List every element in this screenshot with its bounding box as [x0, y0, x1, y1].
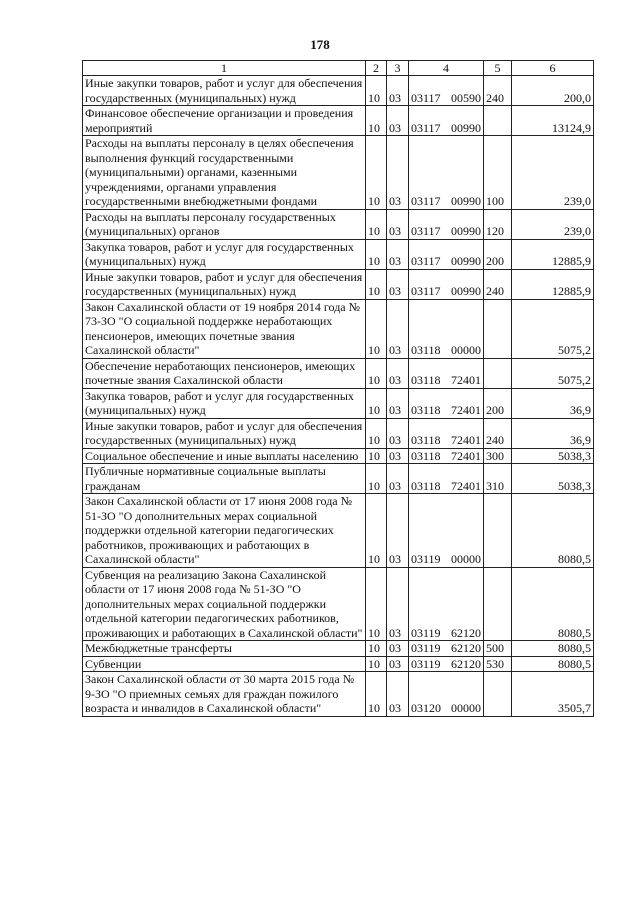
program-code: 03118 — [411, 343, 441, 357]
amount-cell: 8080,5 — [512, 567, 594, 641]
target-article-cell — [409, 299, 484, 358]
table-row — [83, 656, 594, 672]
row-name-cell: Субвенция на реализацию Закона Сахалинской области от 17 июня 2008 года № 51-ЗО "О дополнительных мерах социальной поддержки отдельной категории педагогических работников, проживающих и работающих в Сахалинской области" — [83, 567, 366, 641]
amount-cell: 8080,5 — [512, 656, 594, 672]
section-cell: 10 — [366, 448, 387, 464]
section-cell: 10 — [366, 656, 387, 672]
expense-type-cell: 240 — [484, 76, 512, 106]
subsection-cell: 03 — [387, 494, 409, 568]
expense-type-cell: 100 — [484, 136, 512, 210]
direction-code: 00000 — [451, 701, 481, 715]
program-code: 03120 — [411, 701, 441, 715]
table-row — [83, 136, 594, 210]
direction-code: 72401 — [451, 433, 481, 447]
row-name-cell: Закон Сахалинской области от 19 ноября 2014 года № 73-ЗО "О социальной поддержке неработающих пенсионеров, имеющих почетные звания Сахалинской области" — [83, 299, 366, 358]
direction-code: 62120 — [451, 656, 481, 671]
expense-type-cell: 120 — [484, 209, 512, 239]
section-cell: 10 — [366, 672, 387, 717]
section-cell: 10 — [366, 641, 387, 657]
row-name-cell: Иные закупки товаров, работ и услуг для обеспечения государственных (муниципальных) нужд — [83, 269, 366, 299]
row-name-cell: Субвенции — [83, 656, 366, 672]
table-row — [83, 494, 594, 568]
table-row — [83, 448, 594, 464]
row-name-cell: Иные закупки товаров, работ и услуг для обеспечения государственных (муниципальных) нужд — [83, 418, 366, 448]
program-code: 03117 — [411, 120, 441, 135]
program-code: 03117 — [411, 254, 441, 268]
target-article-cell — [409, 209, 484, 239]
program-code: 03118 — [411, 433, 441, 447]
program-code: 03119 — [411, 625, 441, 640]
subsection-cell: 03 — [387, 656, 409, 672]
subsection-cell: 03 — [387, 567, 409, 641]
section-cell: 10 — [366, 418, 387, 448]
table-row — [83, 76, 594, 106]
section-cell: 10 — [366, 239, 387, 269]
row-name-cell: Социальное обеспечение и иные выплаты населению — [83, 448, 366, 464]
program-code: 03119 — [411, 656, 441, 671]
row-name-cell: Расходы на выплаты персоналу в целях обеспечения выполнения функций государственными (муниципальными) органами, казенными учреждениями, органами управления государственными внебюджетными фондами — [83, 136, 366, 210]
section-cell: 10 — [366, 106, 387, 136]
table-row — [83, 641, 594, 657]
amount-cell: 12885,9 — [512, 269, 594, 299]
expense-type-cell: 310 — [484, 464, 512, 494]
amount-cell: 36,9 — [512, 418, 594, 448]
direction-code: 72401 — [451, 403, 481, 417]
target-article-cell — [409, 567, 484, 641]
header-col-4: 4 — [409, 61, 484, 76]
expense-type-cell — [484, 299, 512, 358]
expense-type-cell: 240 — [484, 418, 512, 448]
target-article-cell — [409, 641, 484, 657]
program-code: 03118 — [411, 403, 441, 417]
table-body — [83, 76, 594, 717]
table-row — [83, 464, 594, 494]
subsection-cell: 03 — [387, 299, 409, 358]
amount-cell: 200,0 — [512, 76, 594, 106]
amount-cell: 36,9 — [512, 388, 594, 418]
direction-code: 62120 — [451, 625, 481, 640]
expense-type-cell — [484, 567, 512, 641]
expense-type-cell — [484, 358, 512, 388]
section-cell: 10 — [366, 209, 387, 239]
section-cell: 10 — [366, 388, 387, 418]
table-row — [83, 567, 594, 641]
direction-code: 00000 — [451, 552, 481, 566]
program-code: 03118 — [411, 478, 441, 493]
section-cell: 10 — [366, 567, 387, 641]
target-article-cell — [409, 656, 484, 672]
subsection-cell: 03 — [387, 76, 409, 106]
direction-code: 00000 — [451, 343, 481, 357]
subsection-cell: 03 — [387, 106, 409, 136]
section-cell: 10 — [366, 494, 387, 568]
amount-cell: 12885,9 — [512, 239, 594, 269]
amount-cell: 5075,2 — [512, 358, 594, 388]
row-name-cell: Финансовое обеспечение организации и проведения мероприятий — [83, 106, 366, 136]
target-article-cell — [409, 464, 484, 494]
table-row — [83, 358, 594, 388]
subsection-cell: 03 — [387, 464, 409, 494]
target-article-cell — [409, 269, 484, 299]
section-cell: 10 — [366, 358, 387, 388]
program-code: 03117 — [411, 224, 441, 238]
amount-cell: 5075,2 — [512, 299, 594, 358]
row-name-cell: Закон Сахалинской области от 17 июня 2008 года № 51-ЗО "О дополнительных мерах социальной поддержки отдельной категории педагогических работников, проживающих и работающих в Сахалинской области" — [83, 494, 366, 568]
subsection-cell: 03 — [387, 418, 409, 448]
amount-cell: 3505,7 — [512, 672, 594, 717]
budget-table — [82, 60, 594, 717]
target-article-cell — [409, 106, 484, 136]
target-article-cell — [409, 448, 484, 464]
expense-type-cell: 240 — [484, 269, 512, 299]
program-code: 03117 — [411, 284, 441, 298]
program-code: 03117 — [411, 194, 441, 208]
amount-cell: 5038,3 — [512, 448, 594, 464]
table-row — [83, 239, 594, 269]
target-article-cell — [409, 358, 484, 388]
direction-code: 00990 — [451, 120, 481, 135]
row-name-cell: Межбюджетные трансферты — [83, 641, 366, 657]
direction-code: 00990 — [451, 284, 481, 298]
target-article-cell — [409, 494, 484, 568]
subsection-cell: 03 — [387, 269, 409, 299]
subsection-cell: 03 — [387, 239, 409, 269]
direction-code: 00990 — [451, 194, 481, 208]
section-cell: 10 — [366, 464, 387, 494]
table-row — [83, 209, 594, 239]
row-name-cell: Публичные нормативные социальные выплаты гражданам — [83, 464, 366, 494]
direction-code: 00990 — [451, 254, 481, 268]
page-number: 178 — [310, 37, 330, 52]
program-code: 03118 — [411, 373, 441, 387]
header-row — [83, 61, 594, 76]
header-col-3: 3 — [387, 61, 409, 76]
table-row — [83, 106, 594, 136]
expense-type-cell — [484, 106, 512, 136]
row-name-cell: Расходы на выплаты персоналу государственных (муниципальных) органов — [83, 209, 366, 239]
direction-code: 72401 — [451, 373, 481, 387]
header-col-5: 5 — [484, 61, 512, 76]
direction-code: 62120 — [451, 641, 481, 655]
expense-type-cell — [484, 672, 512, 717]
direction-code: 72401 — [451, 478, 481, 493]
program-code: 03119 — [411, 552, 441, 566]
program-code: 03118 — [411, 448, 441, 463]
subsection-cell: 03 — [387, 136, 409, 210]
amount-cell: 8080,5 — [512, 494, 594, 568]
subsection-cell: 03 — [387, 388, 409, 418]
direction-code: 72401 — [451, 448, 481, 463]
expense-type-cell: 300 — [484, 448, 512, 464]
table-row — [83, 299, 594, 358]
expense-type-cell — [484, 494, 512, 568]
header-col-2: 2 — [366, 61, 387, 76]
direction-code: 00990 — [451, 224, 481, 238]
target-article-cell — [409, 388, 484, 418]
header-col-6: 6 — [512, 61, 594, 76]
section-cell: 10 — [366, 76, 387, 106]
subsection-cell: 03 — [387, 358, 409, 388]
target-article-cell — [409, 418, 484, 448]
row-name-cell: Иные закупки товаров, работ и услуг для обеспечения государственных (муниципальных) нужд — [83, 76, 366, 106]
subsection-cell: 03 — [387, 448, 409, 464]
section-cell: 10 — [366, 136, 387, 210]
subsection-cell: 03 — [387, 672, 409, 717]
section-cell: 10 — [366, 299, 387, 358]
row-name-cell: Закон Сахалинской области от 30 марта 2015 года № 9-ЗО "О приемных семьях для граждан пожилого возраста и инвалидов в Сахалинской области" — [83, 672, 366, 717]
row-name-cell: Закупка товаров, работ и услуг для государственных (муниципальных) нужд — [83, 388, 366, 418]
subsection-cell: 03 — [387, 641, 409, 657]
row-name-cell: Обеспечение неработающих пенсионеров, имеющих почетные звания Сахалинской области — [83, 358, 366, 388]
subsection-cell: 03 — [387, 209, 409, 239]
table-row — [83, 388, 594, 418]
expense-type-cell: 200 — [484, 239, 512, 269]
table-row — [83, 418, 594, 448]
direction-code: 00590 — [451, 90, 481, 105]
row-name-cell: Закупка товаров, работ и услуг для государственных (муниципальных) нужд — [83, 239, 366, 269]
amount-cell: 239,0 — [512, 209, 594, 239]
table-row — [83, 269, 594, 299]
amount-cell: 8080,5 — [512, 641, 594, 657]
amount-cell: 239,0 — [512, 136, 594, 210]
expense-type-cell: 530 — [484, 656, 512, 672]
target-article-cell — [409, 136, 484, 210]
table-row — [83, 672, 594, 717]
header-col-1: 1 — [83, 61, 366, 76]
section-cell: 10 — [366, 269, 387, 299]
amount-cell: 5038,3 — [512, 464, 594, 494]
program-code: 03119 — [411, 641, 441, 655]
target-article-cell — [409, 239, 484, 269]
program-code: 03117 — [411, 90, 441, 105]
expense-type-cell: 500 — [484, 641, 512, 657]
target-article-cell — [409, 76, 484, 106]
expense-type-cell: 200 — [484, 388, 512, 418]
target-article-cell — [409, 672, 484, 717]
amount-cell: 13124,9 — [512, 106, 594, 136]
